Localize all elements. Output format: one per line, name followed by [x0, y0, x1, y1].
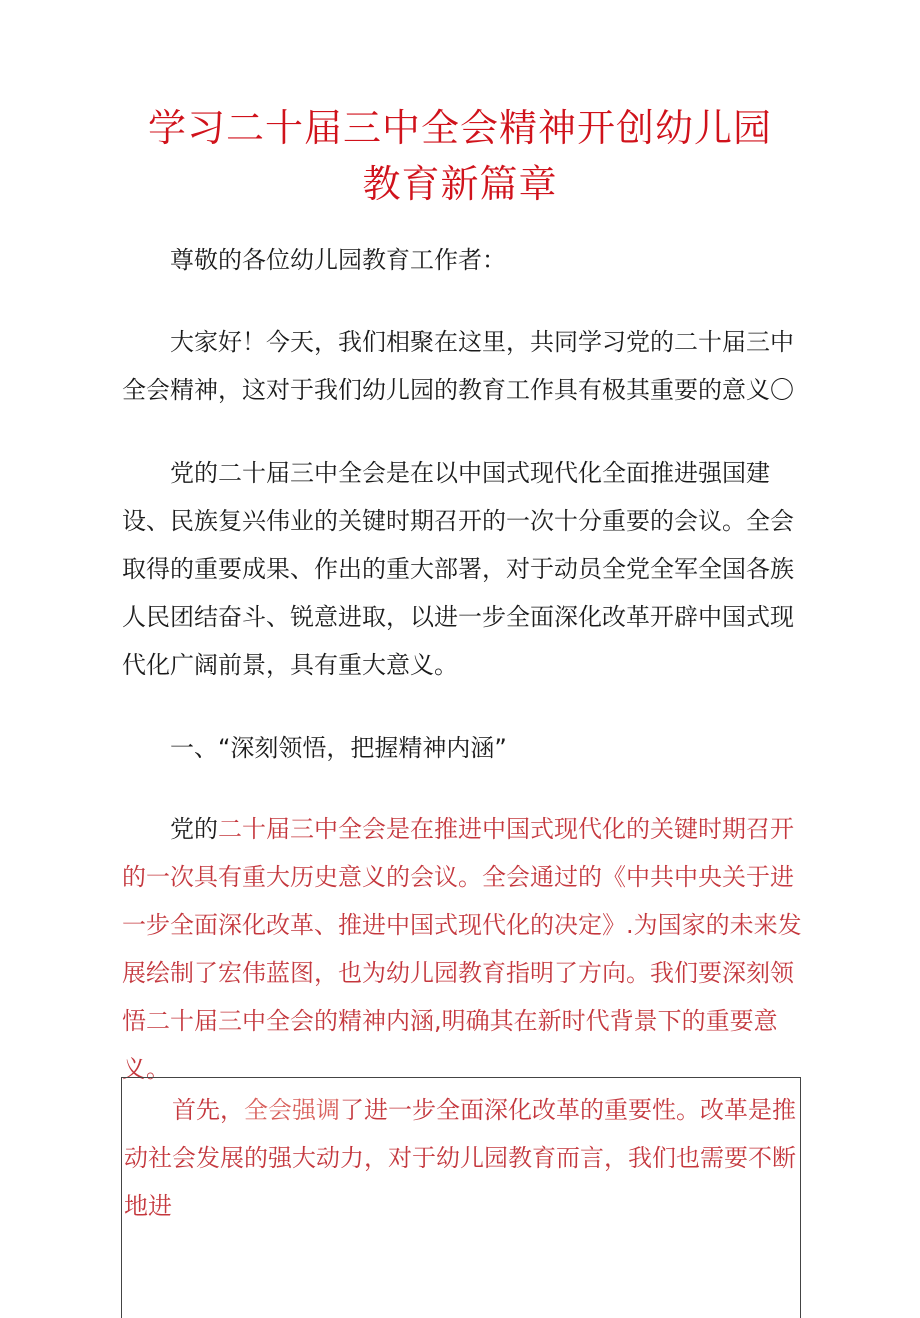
title-line-1: 学习二十届三中全会精神开创幼儿园	[147, 106, 772, 150]
paragraph-greeting: 大家好！今天，我们相聚在这里，共同学习党的二十届三中全会精神，这对于我们幼儿园的教育工作具有极其重要的意义〇	[122, 328, 794, 404]
first-point-mid: 全会强调	[244, 1096, 340, 1124]
first-point-body: 了进一步全面深化改革的重要性。改革是推动社会发展的强大动力，对于幼儿园教育而言，我们也需要不断地进	[124, 1096, 796, 1220]
section-heading: 一、“深刻领悟，把握精神内涵”	[170, 734, 507, 762]
first-point-lead: 首先，	[172, 1096, 244, 1124]
paragraph-highlighted	[122, 805, 802, 1093]
document-title	[0, 100, 920, 212]
salutation: 尊敬的各位幼儿园教育工作者：	[170, 246, 506, 274]
paragraph-first-point	[124, 1086, 800, 1230]
title-line-2: 教育新篇章	[362, 162, 558, 206]
paragraph-lead-text: 党的	[170, 815, 218, 843]
paragraph-background: 党的二十届三中全会是在以中国式现代化全面推进强国建设、民族复兴伟业的关键时期召开的一次十分重要的会议。全会取得的重要成果、作出的重大部署，对于动员全党全军全国各族人民团结奋斗、锐意进取，以进一步全面深化改革开辟中国式现代化广阔前景，具有重大意义。	[122, 459, 794, 679]
highlighted-text: 二十届三中全会是在推进中国式现代化的关键时期召开的一次具有重大历史意义的会议。全会通过的《中共中央关于进一步全面深化改革、推进中国式现代化的决定》.为国家的未来发展绘制了宏伟蓝图，也为幼儿园教育指明了方向。我们要深刻领悟二十届三中全会的精神内涵,明确其在新时代背景下的重要意义。	[122, 815, 802, 1083]
